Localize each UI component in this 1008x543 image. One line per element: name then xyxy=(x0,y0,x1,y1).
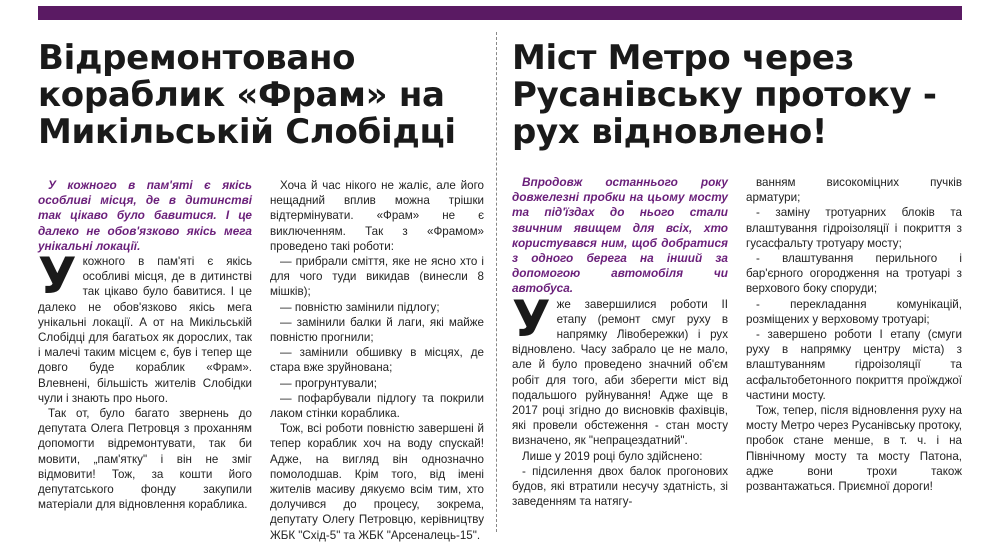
work-item: - влаштування перильного і бар'єрного огородження на тротуарі з верхового боку споруди; xyxy=(746,252,962,296)
work-item: - заміну тротуарних блоків та влаштування гідроізоляції і покриття з гусасфальту тротуару мосту; xyxy=(746,206,962,250)
article-column-1 xyxy=(512,175,728,509)
work-item: - підсилення двох балок прогонових будов, які втратили несучу здатність, зі заведенням та натягу- xyxy=(512,464,728,509)
drop-cap: У xyxy=(512,289,551,348)
article-lead: Впродовж останнього року довжелезні пробки на цьому мосту та під'їздах до нього стали звичним явищем для всіх, хто користувався ним, щоб добратися з одного берега на інший за допомогою автомобіля чи автобуса. xyxy=(512,175,728,296)
body-paragraph: Так от, було багато звернень до депутата Олега Петровця з проханням допомогти відремонтувати, так би мовити, „пам'ятку" і він не зміг відмовити! Тож, за кошти його депутатського фонду закупили матеріали для відновлення кораблика. xyxy=(38,407,252,512)
article-lead: У кожного в пам'яті є якісь особливі місця, де в дитинстві так цікаво було бавитися. І це далеко не обов'язково якісь мега унікальні локації. xyxy=(38,178,252,253)
work-item: ванням високоміцних пучків арматури; xyxy=(746,176,962,205)
body-paragraph: Хоча й час нікого не жаліє, але його нещадний вплив можна трішки відтермінувати. «Фрам» не є виключенням. Так з «Фрамом» проведено такі роботи: xyxy=(270,179,484,253)
article-columns xyxy=(38,178,484,543)
column-divider xyxy=(496,32,497,532)
article-column-2 xyxy=(270,178,484,543)
body-paragraph: Лише у 2019 році було здійснено: xyxy=(522,449,703,463)
article-title: Міст Метро через Русанівську протоку - рух відновлено! xyxy=(512,38,937,152)
work-item: — пофарбували підлогу та покрили лаком стінки кораблика. xyxy=(270,391,484,421)
body-paragraph: Тож, всі роботи повністю завершені й тепер кораблик хоч на воду спускай! Адже, на вигляд він однозначно помолодшав. Крім того, від імені жителів масиву дякуємо всім тим, хто долучився до процесу, зокрема, депутату Олегу Петровцю, керівництву ЖБК "Схід-5" та ЖБК "Арсеналець-15". xyxy=(270,422,484,542)
work-item: - перекладання комунікацій, розміщених у верховому тротуарі; xyxy=(746,297,962,326)
work-item: - завершено роботи І етапу (смуги руху в напрямку центру міста) з влаштуванням гідроізоляції та асфальтобетонного покриття проїжджої частини мосту. xyxy=(746,328,962,402)
body-paragraph: Укожного в пам'яті є якісь особливі місця, де в дитинстві так цікаво було бавитися. І це далеко не обов'язково якісь мега унікальні локації. А от на Микільській Слобідці для багатьох як дорослих, так і малечі таким місцем є, був і тепер ще довго буде кораблик «Фрам». Влевнені, більшість жителів Слобідки чули і знають про нього. xyxy=(38,247,252,405)
work-item: — повністю замінили підлогу; xyxy=(280,300,440,314)
work-item: — прибрали сміття, яке не ясно хто і для чого туди викидав (винесли 8 мішків); xyxy=(270,255,484,299)
article-column-1 xyxy=(38,178,252,543)
work-item: — прогрунтували; xyxy=(280,376,377,390)
article-fram-boat xyxy=(38,38,484,542)
top-color-bar xyxy=(38,6,962,20)
work-item: — замінили обшивку в місцях, де стара вже зруйнована; xyxy=(270,346,484,375)
article-title: Відремонтовано кораблик «Фрам» на Микільській Слобідці xyxy=(38,38,456,152)
article-column-2 xyxy=(746,175,962,509)
body-paragraph: Тож, тепер, після відновлення руху на мосту Метро через Русанівську протоку, пробок стане менше, в т. ч. і на Північному мосту та мосту Патона, адже вони трохи також розвантажаться. Приємної дороги! xyxy=(746,404,962,494)
drop-cap: У xyxy=(38,247,77,306)
article-metro-bridge xyxy=(512,38,962,509)
body-paragraph: Уже завершилися роботи ІІ етапу (ремонт смуг руху в напрямку Лівобережки) і рух відновлено. Часу забрало це не мало, але й було проведено значний об'єм робіт для того, аби зберегти міст від подальшого руйнування! Адже ще в 2017 році згідно до висновків фахівців, які провели обстеження - стан мосту визначено, як "непрацездатний". xyxy=(512,289,728,448)
work-item: — замінили балки й лаги, які майже повністю прогнили; xyxy=(270,315,484,345)
article-columns xyxy=(512,175,962,509)
